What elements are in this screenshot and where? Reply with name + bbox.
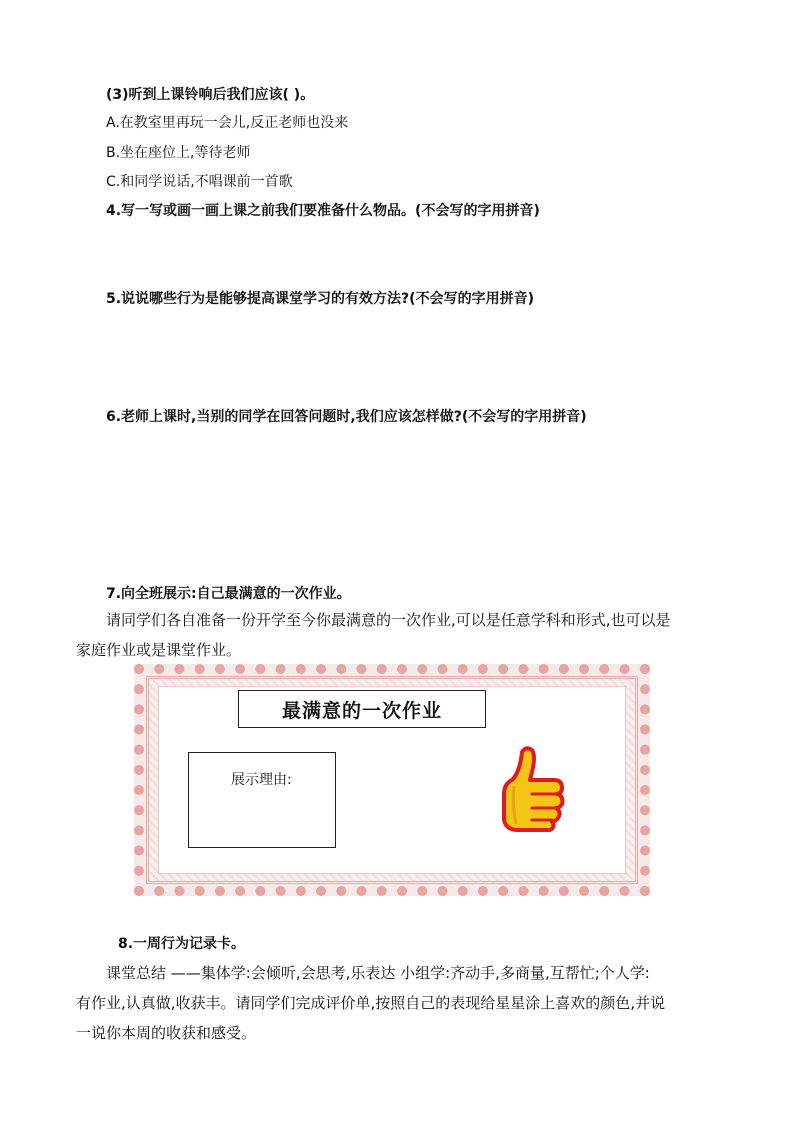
display-reason-box (188, 752, 336, 848)
question-8-title: 8.一周行为记录卡。 (118, 936, 246, 952)
question-8-line-1: 课堂总结 ——集体学:会倾听,会思考,乐表达 小组学:齐动手,多商量,互帮忙;个人学: (106, 964, 650, 982)
question-8-line-3: 一说你本周的收获和感受。 (76, 1024, 257, 1042)
certificate-title: 最满意的一次作业 (238, 690, 486, 728)
question-3-stem: (3)听到上课铃响后我们应该( )。 (106, 87, 315, 103)
question-3-option-b: B.坐在座位上,等待老师 (106, 145, 251, 161)
question-7-paragraph-line-1: 请同学们各自准备一份开学至今你最满意的一次作业,可以是任意学科和形式,也可以是 (106, 611, 671, 629)
question-8-line-2: 有作业,认真做,收获丰。请同学们完成评价单,按照自己的表现给星星涂上喜欢的颜色,并说 (76, 994, 666, 1012)
certificate-frame (134, 664, 650, 896)
thumbs-up-icon (492, 744, 572, 836)
display-reason-label: 展示理由: (231, 772, 292, 788)
question-6: 6.老师上课时,当别的同学在回答问题时,我们应该怎样做?(不会写的字用拼音) (106, 409, 587, 425)
question-3-option-a: A.在教室里再玩一会儿,反正老师也没来 (106, 115, 349, 131)
question-7-paragraph-line-2: 家庭作业或是课堂作业。 (76, 641, 242, 659)
question-3-option-c: C.和同学说话,不唱课前一首歌 (106, 174, 293, 190)
question-5: 5.说说哪些行为是能够提高课堂学习的有效方法?(不会写的字用拼音) (106, 291, 534, 307)
question-7-title: 7.向全班展示:自己最满意的一次作业。 (106, 586, 351, 602)
question-4: 4.写一写或画一画上课之前我们要准备什么物品。(不会写的字用拼音) (106, 203, 540, 219)
